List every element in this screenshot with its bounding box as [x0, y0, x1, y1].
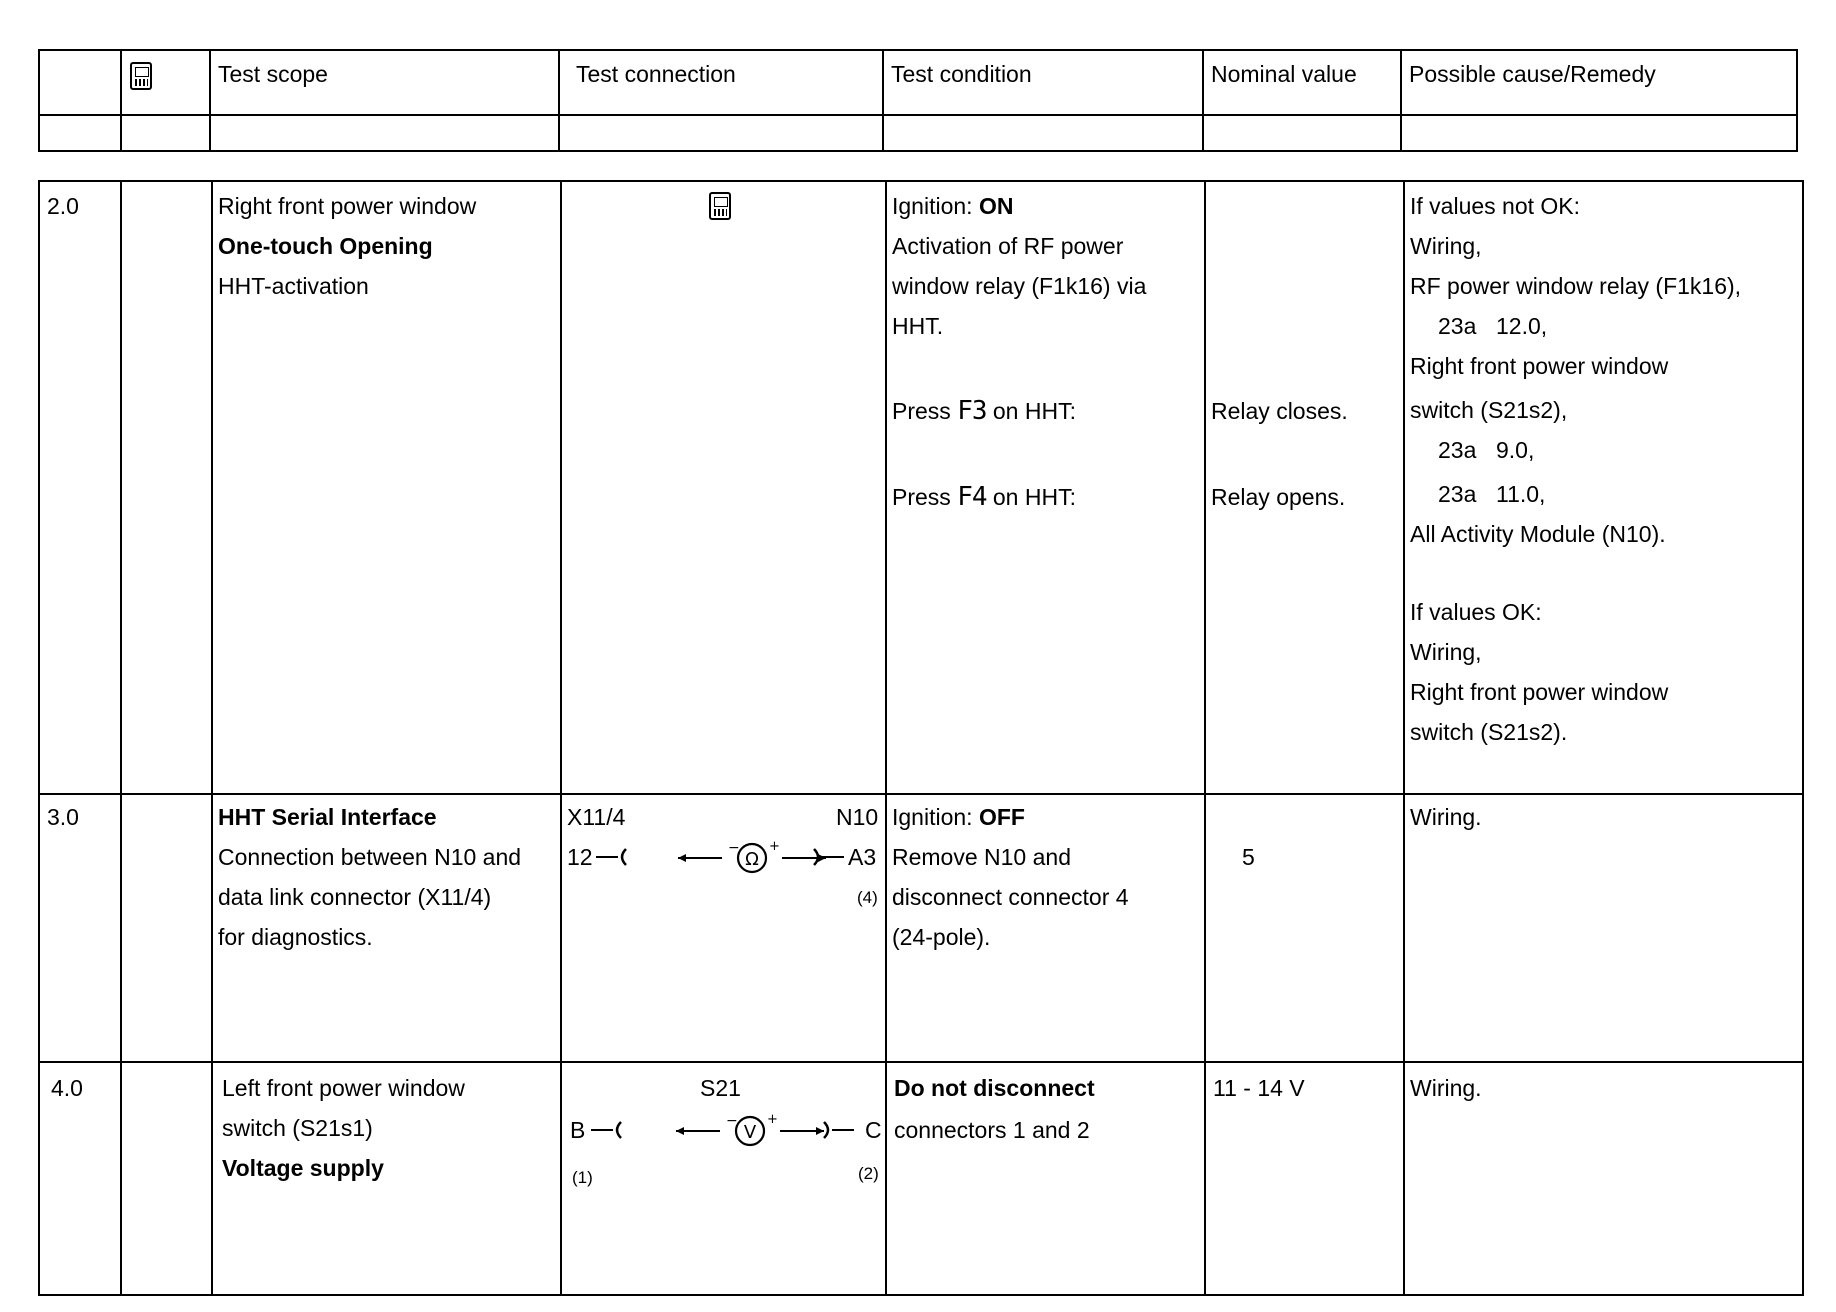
hht-icon: [709, 192, 731, 220]
connector-right-label: N10: [836, 804, 879, 830]
test-scope-cell: HHT Serial Interface Connection between N10 and data link connector (X11/4) for diagnostics.: [218, 797, 521, 957]
header-test-condition: Test condition: [891, 61, 1032, 87]
voltmeter-icon: [676, 1113, 824, 1149]
scope-title: One-touch Opening: [218, 233, 433, 259]
right-pin: A3: [848, 844, 877, 870]
test-scope-cell: [218, 186, 476, 306]
svg-text:V: V: [743, 1122, 757, 1143]
ignition-value: ON: [978, 193, 1014, 219]
right-pin-connector-icon: [812, 846, 846, 868]
hht-icon: [130, 62, 152, 90]
connector-number: (1): [572, 1168, 593, 1187]
possible-cause-cell: Wiring.: [1410, 1075, 1482, 1101]
svg-text:+: +: [769, 840, 780, 854]
condition-line: Activation of RF power: [892, 233, 1124, 259]
header-possible-cause: Possible cause/Remedy: [1409, 61, 1656, 87]
scope-title: Voltage supply: [222, 1155, 384, 1181]
svg-text:−: −: [728, 840, 740, 856]
condition-line: window relay (F1k16) via: [892, 273, 1147, 299]
header-test-connection: Test connection: [576, 61, 736, 87]
step-number: 2.0: [47, 193, 79, 219]
ignition-value: OFF: [978, 804, 1025, 830]
left-pin-connector-icon: [596, 846, 632, 868]
left-pin-connector-icon: [591, 1119, 627, 1141]
nominal-value: 5: [1242, 844, 1255, 870]
connector-left-label: X11/4: [567, 804, 626, 830]
press-f3-instruction: Press F3 on HHT:: [892, 396, 1076, 426]
left-pin: B: [570, 1117, 586, 1143]
step-number: 3.0: [47, 804, 79, 830]
possible-cause-cell: If values not OK: Wiring, RF power window relay (F1k16), 23a 12.0, Right front power window switch (S21s2), 23a 9.0, 23a 11.0, All Activity Module (N10). If values OK: Wiring, Right front power window switch (S21s2).: [1410, 193, 1742, 745]
nominal-value: Relay opens.: [1211, 484, 1346, 510]
component-label: S21: [700, 1075, 741, 1101]
header-test-scope: Test scope: [218, 61, 328, 87]
connector-number: (2): [858, 1164, 879, 1183]
scope-line: Right front power window: [218, 193, 477, 219]
connector-number: (4): [857, 888, 878, 907]
press-f4-instruction: Press F4 on HHT:: [892, 482, 1076, 512]
svg-text:Ω: Ω: [745, 849, 759, 870]
ohmmeter-icon: [678, 840, 826, 876]
condition-line: HHT.: [892, 313, 944, 339]
ignition-label: Ignition:: [892, 804, 973, 830]
right-pin-connector-icon: [822, 1119, 856, 1141]
reference: 23a 12.0,: [1438, 313, 1548, 339]
reference: 23a 11.0,: [1438, 481, 1546, 507]
test-condition-cell: [892, 186, 1146, 346]
possible-cause-cell: Wiring.: [1410, 804, 1482, 830]
f4-key: F4: [957, 482, 987, 512]
left-pin: 12: [567, 844, 593, 870]
scope-line: HHT-activation: [218, 273, 369, 299]
right-pin: C: [865, 1117, 882, 1143]
svg-text:+: +: [767, 1113, 778, 1127]
nominal-value: Relay closes.: [1211, 398, 1348, 424]
f3-key: F3: [957, 396, 987, 426]
test-scope-cell: Left front power window switch (S21s1) Voltage supply: [222, 1068, 465, 1188]
nominal-value: 11 - 14 V: [1213, 1075, 1305, 1101]
reference: 23a 9.0,: [1438, 437, 1535, 463]
test-condition-cell: Do not disconnect connectors 1 and 2: [894, 1075, 1095, 1143]
ignition-label: Ignition:: [892, 193, 973, 219]
scope-title: HHT Serial Interface: [218, 804, 437, 830]
svg-text:−: −: [726, 1113, 738, 1129]
header-nominal-value: Nominal value: [1211, 61, 1357, 87]
step-number: 4.0: [51, 1075, 83, 1101]
test-condition-cell: Ignition: OFF Remove N10 and disconnect connector 4 (24-pole).: [892, 804, 1129, 950]
